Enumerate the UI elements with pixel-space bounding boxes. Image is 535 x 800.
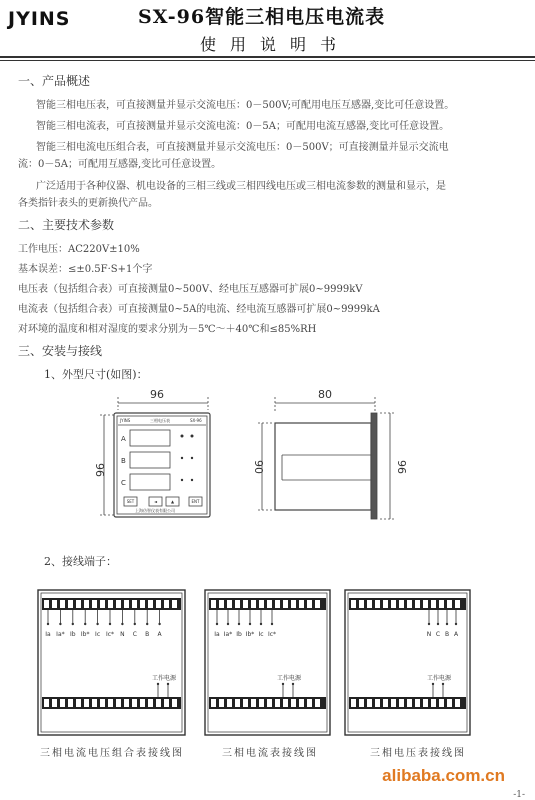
document-title: SX-96智能三相电压电流表: [138, 6, 386, 28]
document-subtitle: 使用说明书: [200, 35, 351, 54]
subheading-dimensions: 1、外型尺寸(如图)：: [44, 368, 148, 381]
terminal-label: A: [157, 631, 162, 638]
meter-name-label: 三相电压表: [150, 418, 170, 423]
dim-front-height: 96: [93, 463, 106, 477]
terminal-label: C: [435, 631, 441, 638]
terminal-label: C: [132, 631, 137, 638]
dim-side-height-right: 96: [395, 460, 408, 474]
display-c: [130, 474, 170, 490]
overview-line: 智能三相电压表，可直接测量并显示交流电压：0－500V;可配用电压互感器,变比可任意设置。: [36, 100, 455, 111]
terminal-label: B: [145, 631, 150, 638]
terminal-label: Ic*: [267, 631, 277, 638]
spec-line: 电流表（包括组合表）可直接测量0~5A的电流、经电流互感器可扩展0~9999kA: [18, 304, 380, 315]
set-button-label: SET: [126, 499, 135, 504]
watermark: alibaba.com.cn: [382, 766, 505, 785]
terminal-label: Ib: [236, 631, 242, 638]
page-number: -1-: [513, 790, 525, 800]
meter-model-label: SX-96: [190, 418, 202, 423]
terminal-label: Ib*: [80, 631, 90, 638]
row-label-b: B: [121, 457, 126, 465]
caption-voltage-wiring: 三相电压表接线图: [370, 748, 466, 759]
terminal-label: Ia: [214, 631, 220, 638]
terminal-label: Ia: [45, 631, 51, 638]
wiring-diagram: [205, 590, 330, 735]
subheading-terminals: 2、接线端子：: [44, 555, 117, 568]
terminal-label: A: [453, 631, 459, 638]
shift-button-label: ◄: [153, 499, 158, 504]
enter-button-label: ENT: [191, 499, 200, 504]
dim-side-width: 80: [318, 388, 332, 401]
overview-line: 智能三相电流电压组合表，可直接测量并显示交流电压：0－500V；可直接测量并显示交流电: [36, 142, 449, 153]
section-heading-overview: 一、产品概述: [18, 74, 91, 88]
up-button-label: ▲: [170, 499, 175, 504]
terminal-label: Ic: [258, 631, 264, 638]
overview-line: 各类指针表头的更新换代产品。: [18, 198, 158, 209]
header-rule-thin: [0, 60, 535, 61]
terminal-label: B: [444, 631, 450, 638]
wiring-diagrams: [0, 580, 535, 750]
wiring-diagram: [38, 590, 185, 735]
section-heading-install: 三、安装与接线: [18, 344, 103, 358]
dim-front-width: 96: [150, 388, 164, 401]
dimension-drawing: [0, 385, 535, 535]
terminal-label: Ib*: [245, 631, 255, 638]
terminal-label: N: [426, 631, 432, 638]
overview-line: 流：0－5A；可配用互感器,变比可任意设置。: [18, 159, 222, 170]
overview-line: 智能三相电流表，可直接测量并显示交流电流：0－5A；可配用电流互感器,变比可任意设置。: [36, 121, 450, 132]
caption-current-wiring: 三相电流表接线图: [222, 748, 318, 759]
terminal-label: Ia*: [56, 631, 65, 638]
wiring-diagram: [345, 590, 470, 735]
meter-brand-label: JYINS: [120, 418, 131, 423]
display-b: [130, 452, 170, 468]
header-rule-thick: [0, 56, 535, 58]
power-supply-label: 工作电源: [151, 675, 177, 682]
terminal-label: Ib: [70, 631, 76, 638]
spec-line: 对环境的温度和相对湿度的要求分别为－5℃～＋40℃和≤85%RH: [18, 324, 317, 335]
power-supply-label: 工作电源: [426, 675, 452, 682]
dim-side-height-left: 90: [252, 460, 265, 474]
brand-logo: JYINS: [8, 8, 71, 30]
caption-combo-wiring: 三相电流电压组合表接线图: [40, 748, 184, 759]
row-label-a: A: [121, 435, 126, 443]
row-label-c: C: [121, 479, 126, 487]
spec-line: 基本误差：≤±0.5F·S+1个字: [18, 264, 153, 275]
spec-line: 工作电压：AC220V±10%: [18, 244, 140, 255]
terminal-label: Ic*: [105, 631, 115, 638]
terminal-label: N: [120, 631, 125, 638]
display-a: [130, 430, 170, 446]
terminal-label: Ia*: [223, 631, 233, 638]
overview-line: 广泛适用于各种仪器、机电设备的三相三线或三相四线电压或三相电流参数的测量和显示，是: [36, 181, 446, 192]
spec-line: 电压表（包括组合表）可直接测量0~500V、经电压互感器可扩展0~9999kV: [18, 284, 363, 295]
power-supply-label: 工作电源: [276, 675, 302, 682]
terminal-label: Ic: [95, 631, 101, 638]
section-heading-specs: 二、主要技术参数: [18, 218, 115, 232]
meter-footer-label: 上海仿智仪表有限公司: [135, 508, 175, 513]
